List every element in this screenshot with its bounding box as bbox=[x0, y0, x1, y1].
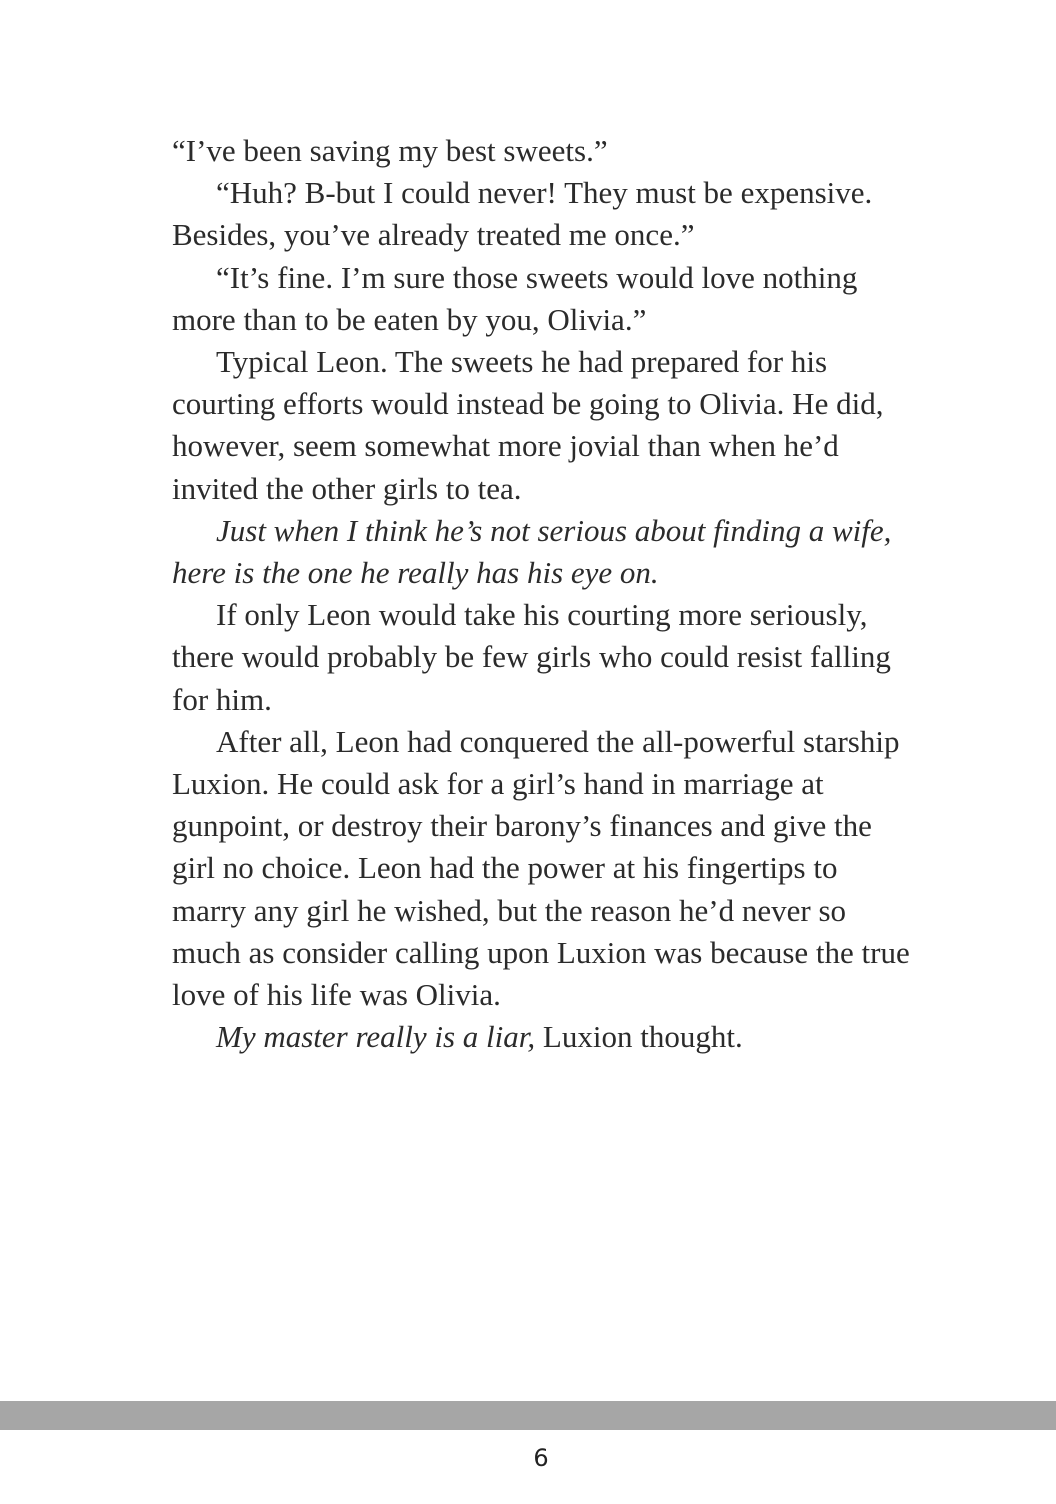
paragraph-final bbox=[172, 1016, 912, 1058]
paragraph: Typical Leon. The sweets he had prepared for his courting efforts would instead be going to Olivia. He did, however, seem somewhat more jovial than when he’d invited the other girls to tea. bbox=[172, 344, 884, 506]
paragraph-italic-thought bbox=[172, 510, 912, 594]
page-number: 6 bbox=[533, 1444, 549, 1472]
italic-thought: Just when I think he’s not serious about finding a wife, here is the one he really has his eye on. bbox=[172, 512, 892, 591]
body-text bbox=[172, 130, 912, 1058]
paragraph: “It’s fine. I’m sure those sweets would love nothing more than to be eaten by you, Olivia.” bbox=[172, 259, 858, 337]
italic-thought: My master really is a liar, bbox=[216, 1019, 536, 1055]
paragraph-tail: Luxion thought. bbox=[535, 1019, 743, 1055]
footer-bar bbox=[0, 1401, 1056, 1430]
paragraph: “I’ve been saving my best sweets.” bbox=[172, 133, 608, 168]
paragraph: “Huh? B-but I could never! They must be expensive. Besides, you’ve already treated me once.” bbox=[172, 175, 873, 253]
paragraph: After all, Leon had conquered the all-powerful starship Luxion. He could ask for a girl’s hand in marriage at gunpoint, or destroy their barony’s finances and give the girl no choice. Leon had the power at his fingertips to marry any girl he wished, but the reason he’d never so much as consider calling upon Luxion was because the true love of his life was Olivia. bbox=[172, 723, 910, 1013]
paragraph: If only Leon would take his courting more seriously, there would probably be few girls who could resist falling for him. bbox=[172, 597, 891, 717]
